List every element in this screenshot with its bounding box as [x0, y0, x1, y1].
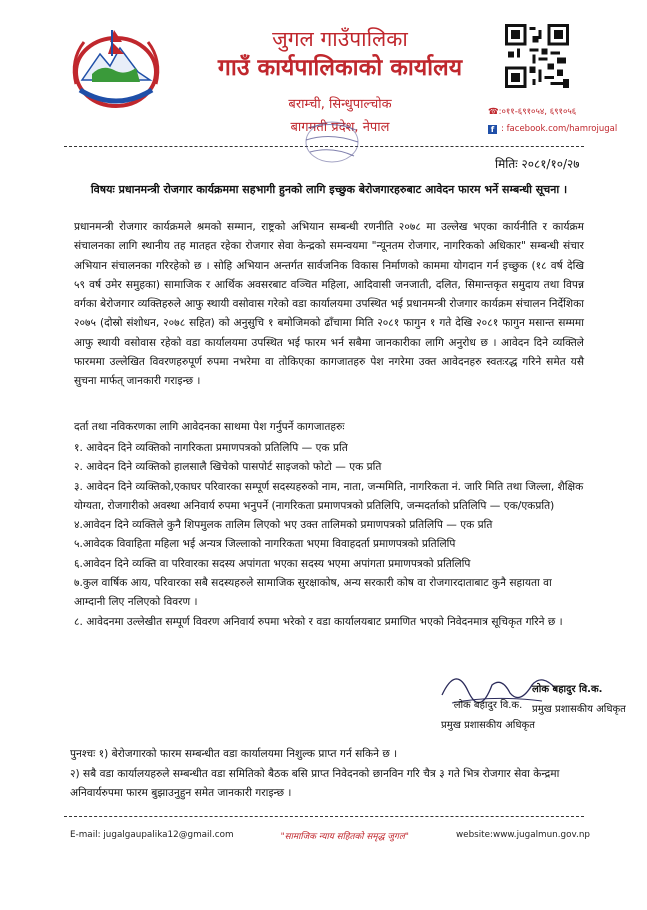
list-item: १. आवेदन दिने व्यक्तिको नागरिकता प्रमाणपत्रको प्रतिलिपि — एक प्रति: [74, 442, 348, 454]
body-paragraph: प्रधानमन्त्री रोजगार कार्यक्रमले श्रमको सम्मान, राष्ट्रको अभियान सम्बन्धी रणनीति २०७८ मा उल्लेख भएका कार्यनीति र कार्यक्रम संचालनका लागि स्थानीय तह मातहत रहेका रोजगार सेवा केन्द्रको समन्वयमा "न्यूनतम रोजगार, नागरिकको अधिकार" सम्बन्धी संचार अभियान संचालनका गरिरहेको छ । सोहि अभियान अन्तर्गत सार्वजनिक विकास निर्माणको काममा योगदान गर्न इच्छुक (१८ वर्ष देखि ५९ वर्ष उमेर समुहका) सामाजिक र आर्थिक अवसरबाट वञ्चित महिला, आदिवासी जनजाती, दलित, सिमान्तकृत समुदाय तथा विपन्न वर्गका बेरोजगार व्यक्तिहरुले आफु स्थायी वसोवास गरेको वडा कार्यालयमा उपस्थित भई प्रधानमन्त्री रोजगार कार्यक्रम संचालन निर्देशिका २०७५ (दोस्रो संशोधन, २०७८ सहित) को अनुसुचि १ बमोजिमको ढाँचामा मिति २०८१ फागुन १ गते देखि २०८१ फागुन मसान्त सम्ममा आफु स्थायी वसोवास रहेको वडा कार्यालयमा उपस्थित भई फारम भर्न सबैमा जानकारीका लागि अनुरोध छ । आवेदन दिने व्यक्तिले फारममा उल्लेखित विवरणहरुपूर्ण रुपमा नभरेमा वा तोकिएका कागजातहरु पेश नगरेमा उक्त आवेदनहरु स्वतःरद्ध गरिने समेत यसै सुचना मार्फत् जानकारी गराइन्छ ।: [74, 221, 584, 388]
list-item: ६.आवेदन दिने व्यक्ति वा परिवारका सदस्य अपांगता भएका सदस्य भएमा अपांगता प्रमाणपत्रको प्रतिलिपि: [74, 557, 471, 570]
org-name-line2: गाउँ कार्यपालिकाको कार्यालय: [217, 55, 463, 81]
list-item: २. आवेदन दिने व्यक्तिको हालसालै खिचेको पासपोर्ट साइजको फोटो — एक प्रति: [74, 461, 382, 474]
facebook-link[interactable]: : facebook.com/hamrojugal: [501, 124, 618, 134]
signatory-left: [438, 696, 538, 736]
facebook-icon: f: [488, 125, 497, 134]
footer-slogan: "सामाजिक न्याय सहितको समृद्ध जुगल": [280, 832, 409, 842]
postscript-item: २) सबै वडा कार्यालयहरुले सम्बन्धीत वडा समितिको बैठक बसि प्राप्त निवेदनको छानविन गरि चैत्र ३ गते भित्र रोजगार सेवा केन्द्रमा अनिवार्यरुपमा फारम बुझाउनुहुन समेत जानकारी गराइन्छ ।: [70, 767, 560, 799]
postscript-item: पुनश्चः १) बेरोजगारको फारम सम्बन्धीत वडा कार्यालयमा निशुल्क प्राप्त गर्न सकिने छ ।: [70, 748, 398, 760]
signatory-title: प्रमुख प्रशासकीय अधिकृत: [441, 720, 535, 731]
signatory-name: लोक बहादुर वि.क.: [453, 700, 523, 711]
qr-code-icon: [505, 24, 569, 88]
notice-body: [74, 218, 584, 392]
notice-date: मितिः २०८१/१०/२७: [495, 157, 580, 171]
signatory-right: [532, 680, 626, 720]
org-province-line: बागमती प्रदेश, नेपाल: [290, 120, 390, 135]
documents-list: [74, 439, 584, 632]
footer-divider: [64, 816, 584, 817]
page-footer: [70, 830, 590, 842]
footer-email[interactable]: E-mail: jugalgaupalika12@gmail.com: [70, 830, 234, 840]
list-item: ४.आवेदन दिने व्यक्तिले कुनै शिपमुलक तालिम लिएको भए उक्त तालिमको प्रमाणपत्रको प्रतिलिपि — एक प्रति: [74, 519, 493, 532]
notice-subject: विषयः प्रधानमन्त्री रोजगार कार्यक्रममा सहभागी हुनको लागि इच्छुक बेरोजगारहरुबाट आवेदन फारम भर्ने सम्बन्धी सूचना ।: [90, 183, 568, 196]
postscript: [70, 745, 590, 804]
nepal-emblem-icon: [62, 20, 170, 112]
phone-number: ☎:०११-६९१०५४, ६९१०५६: [488, 107, 577, 117]
org-name-line1: जुगल गाउँपालिका: [272, 27, 408, 51]
facebook-row: [488, 121, 617, 138]
footer-website[interactable]: website:www.jugalmun.gov.np: [455, 830, 590, 840]
list-item: ५.आवेदक विवाहिता महिला भई अन्यत्र जिल्लाको नागरिकता भएमा विवाहदर्ता प्रमाणपत्रको प्रतिलिपि: [74, 538, 456, 551]
list-item: ३. आवेदन दिने व्यक्तिको,एकाघर परिवारका सम्पूर्ण सदस्यहरुको नाम, नाता, जन्ममिति, नागरिकता नं. जारि मिति तथा जिल्ला, शैक्षिक योग्यता, रोजगारीको अवस्था अनिवार्य रुपमा भनुपर्ने (नागरिकता प्रमाणपत्रको प्रतिलिपि, जन्मदर्ताको प्रतिलिपि — एक/एकप्रति): [74, 480, 584, 512]
signatory-title: प्रमुख प्रशासकीय अधिकृत: [532, 704, 626, 715]
documents-list-title: दर्ता तथा नविकरणका लागि आवेदनका साथमा पेश गर्नुपर्ने कागजातहरुः: [74, 421, 345, 433]
list-item: ७.कुल वार्षिक आय, परिवारका सबै सदस्यहरुले सामाजिक सुरक्षाकोष, अन्य सरकारी कोष वा रोजगारदाताबाट कुनै सहायता वा आम्दानी लिए नलिएको विवरण ।: [74, 577, 552, 609]
org-address-line: बराम्ची, सिन्धुपाल्चोक: [288, 97, 392, 112]
list-item: ८. आवेदनमा उल्लेखीत सम्पूर्ण विवरण अनिवार्य रुपमा भरेको र वडा कार्यालयबाट प्रमाणित भएको निवेदनमात्र सूचिकृत गरिने छ ।: [74, 615, 563, 628]
phone-row: [488, 104, 617, 121]
signatory-name: लोक बहादुर वि.क.: [532, 684, 603, 695]
contact-info: [488, 104, 617, 138]
office-stamp-icon: [302, 118, 362, 164]
